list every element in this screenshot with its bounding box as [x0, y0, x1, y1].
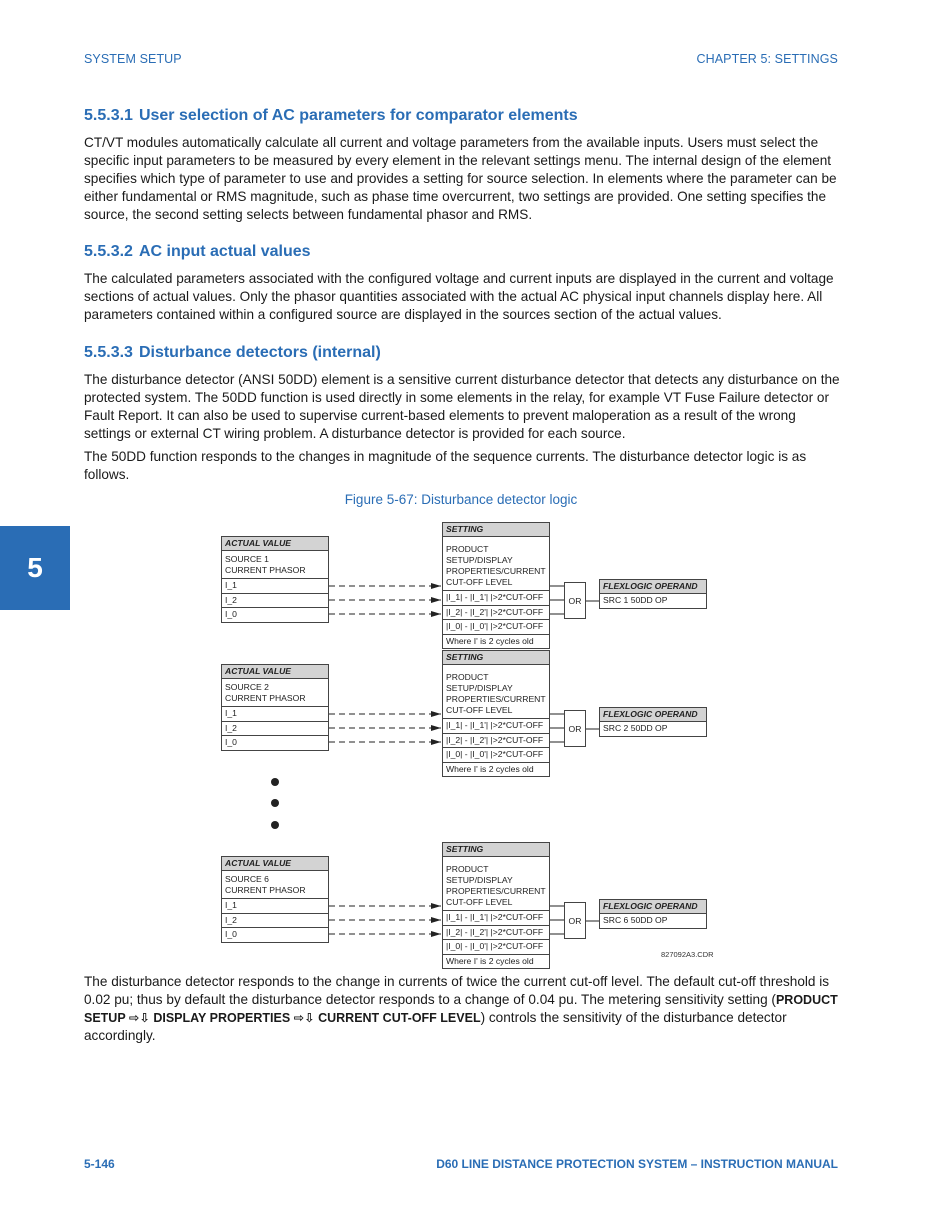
block-header: FLEXLOGIC OPERAND [600, 708, 706, 722]
section-heading [84, 343, 840, 363]
actual-value-block-source-1 [221, 536, 329, 623]
drawing-code: 827092A3.CDR [661, 950, 714, 959]
block-description [222, 551, 328, 579]
paragraph: CT/VT modules automatically calculate all current and voltage parameters from the available inputs. Users must select the specific input parameters to be measured by every element in the relevant settings menu. The internal design of the element specifies which type of parameter to use and provides a setting for source selection. In elements where the parameter can be either fundamental or RMS magnitude, such as phase time overcurrent, two settings are provided. One setting specifies the source, the second setting selects between fundamental phasor and RMS. [84, 135, 837, 222]
paragraph-text: ) controls the sensitivity of the disturbance detector accordingly. [84, 1010, 787, 1043]
section-number: 5.5.3.3 [84, 344, 133, 361]
setting-description [443, 857, 549, 911]
running-header-chapter: CHAPTER 5: SETTINGS [696, 52, 838, 66]
section-number: 5.5.3.1 [84, 107, 133, 124]
ellipsis-dot [271, 821, 279, 829]
or-gate: OR [564, 710, 586, 747]
source-label: SOURCE 2 [225, 682, 269, 692]
operand-row: SRC 1 50DD OP [603, 595, 668, 605]
post-figure-paragraph [84, 973, 840, 1050]
condition-row: |I_0| - |I_0'| |>2*CUT-OFF [443, 748, 549, 763]
input-row: I_1 [222, 899, 328, 914]
paragraph: The calculated parameters associated with the configured voltage and current inputs are displayed in the current and voltage sections of actual values. Only the phasor quantities associated with the actual AC physical input channels display here. All parameters contained within a configured source are displayed in the sources section of the actual values. [84, 271, 834, 322]
section-5-5-3-1 [84, 106, 840, 229]
section-number: 5.5.3.2 [84, 243, 133, 260]
source-label: SOURCE 1 [225, 554, 269, 564]
or-gate: OR [564, 582, 586, 619]
setting-line: PROPERTIES/CURRENT [446, 694, 546, 704]
block-header: SETTING [443, 843, 549, 857]
section-title: User selection of AC parameters for comparator elements [138, 107, 578, 124]
condition-row: |I_2| - |I_2'| |>2*CUT-OFF [443, 606, 549, 621]
source-type: CURRENT PHASOR [225, 565, 306, 575]
chapter-tab: 5 [0, 526, 70, 610]
source-type: CURRENT PHASOR [225, 885, 306, 895]
or-gate: OR [564, 902, 586, 939]
source-label: SOURCE 6 [225, 874, 269, 884]
section-title: Disturbance detectors (internal) [138, 344, 381, 361]
condition-row: |I_1| - |I_1'| |>2*CUT-OFF [443, 911, 549, 926]
setting-line: CUT-OFF LEVEL [446, 577, 513, 587]
setting-description [443, 665, 549, 719]
manual-title: D60 LINE DISTANCE PROTECTION SYSTEM – INSTRUCTION MANUAL [436, 1157, 838, 1171]
setting-line: CUT-OFF LEVEL [446, 705, 513, 715]
paragraph-text: The disturbance detector responds to the change in currents of twice the current cut-off level. The default cut-off threshold is 0.02 pu; thus by default the disturbance detector responds to a change of 0.04 pu. The metering sensitivity setting ( [84, 974, 830, 1007]
flexlogic-operand-block-source-2 [599, 707, 707, 737]
setting-line: PRODUCT SETUP/DISPLAY [446, 544, 513, 565]
flexlogic-operand-block-source-6 [599, 899, 707, 929]
setting-block-source-1 [442, 522, 550, 649]
note-row: Where I' is 2 cycles old [446, 955, 534, 966]
setting-description [443, 537, 549, 591]
input-row: I_1 [222, 707, 328, 722]
setting-line: CUT-OFF LEVEL [446, 897, 513, 907]
block-description [222, 871, 328, 899]
condition-row: |I_1| - |I_1'| |>2*CUT-OFF [443, 591, 549, 606]
setting-line: PROPERTIES/CURRENT [446, 566, 546, 576]
page-number: 5-146 [84, 1157, 115, 1171]
source-type: CURRENT PHASOR [225, 693, 306, 703]
paragraph: The 50DD function responds to the changes in magnitude of the sequence currents. The disturbance detector logic is as follows. [84, 449, 807, 482]
input-row: I_2 [222, 594, 328, 609]
block-description [222, 679, 328, 707]
condition-row: |I_1| - |I_1'| |>2*CUT-OFF [443, 719, 549, 734]
input-row: I_0 [225, 609, 237, 619]
operand-row: SRC 2 50DD OP [603, 723, 668, 733]
ellipsis-dot [271, 778, 279, 786]
actual-value-block-source-6 [221, 856, 329, 943]
block-header: FLEXLOGIC OPERAND [600, 580, 706, 594]
block-header: ACTUAL VALUE [222, 665, 328, 679]
section-title: AC input actual values [138, 243, 311, 260]
setting-line: PRODUCT SETUP/DISPLAY [446, 864, 513, 885]
input-row: I_1 [222, 579, 328, 594]
ellipsis-dot [271, 799, 279, 807]
note-row: Where I' is 2 cycles old [446, 635, 534, 646]
paragraph: The disturbance detector (ANSI 50DD) element is a sensitive current disturbance detector that detects any disturbance on the protected system. The 50DD function is used directly in some elements in the relay, for example VT Fuse Failure detector or Fault Report. It can also be used to supervise current-based elements to prevent maloperation as a result of the wrong settings or external CT wiring problem. A disturbance detector is provided for each source. [84, 372, 840, 441]
input-row: I_2 [222, 914, 328, 929]
condition-row: |I_2| - |I_2'| |>2*CUT-OFF [443, 734, 549, 749]
block-header: SETTING [443, 651, 549, 665]
block-header: ACTUAL VALUE [222, 537, 328, 551]
block-header: ACTUAL VALUE [222, 857, 328, 871]
section-5-5-3-2 [84, 242, 840, 329]
running-header-section: SYSTEM SETUP [84, 52, 182, 66]
setting-line: PROPERTIES/CURRENT [446, 886, 546, 896]
setting-line: PRODUCT SETUP/DISPLAY [446, 672, 513, 693]
input-row: I_0 [225, 929, 237, 939]
section-heading [84, 242, 840, 262]
condition-row: |I_0| - |I_0'| |>2*CUT-OFF [443, 620, 549, 635]
input-row: I_0 [225, 737, 237, 747]
condition-row: |I_2| - |I_2'| |>2*CUT-OFF [443, 926, 549, 941]
flexlogic-operand-block-source-1 [599, 579, 707, 609]
actual-value-block-source-2 [221, 664, 329, 751]
setting-block-source-2 [442, 650, 550, 777]
operand-row: SRC 6 50DD OP [603, 915, 668, 925]
setting-block-source-6 [442, 842, 550, 969]
input-row: I_2 [222, 722, 328, 737]
section-5-5-3-3 [84, 343, 840, 489]
figure-caption: Figure 5-67: Disturbance detector logic [344, 492, 578, 507]
block-header: FLEXLOGIC OPERAND [600, 900, 706, 914]
block-header: SETTING [443, 523, 549, 537]
section-heading [84, 106, 840, 126]
note-row: Where I' is 2 cycles old [446, 763, 534, 774]
menu-path: PRODUCT SETUP ⇨⇩ DISPLAY PROPERTIES ⇨⇩ CURRENT CUT-OFF LEVEL [84, 993, 838, 1025]
condition-row: |I_0| - |I_0'| |>2*CUT-OFF [443, 940, 549, 955]
